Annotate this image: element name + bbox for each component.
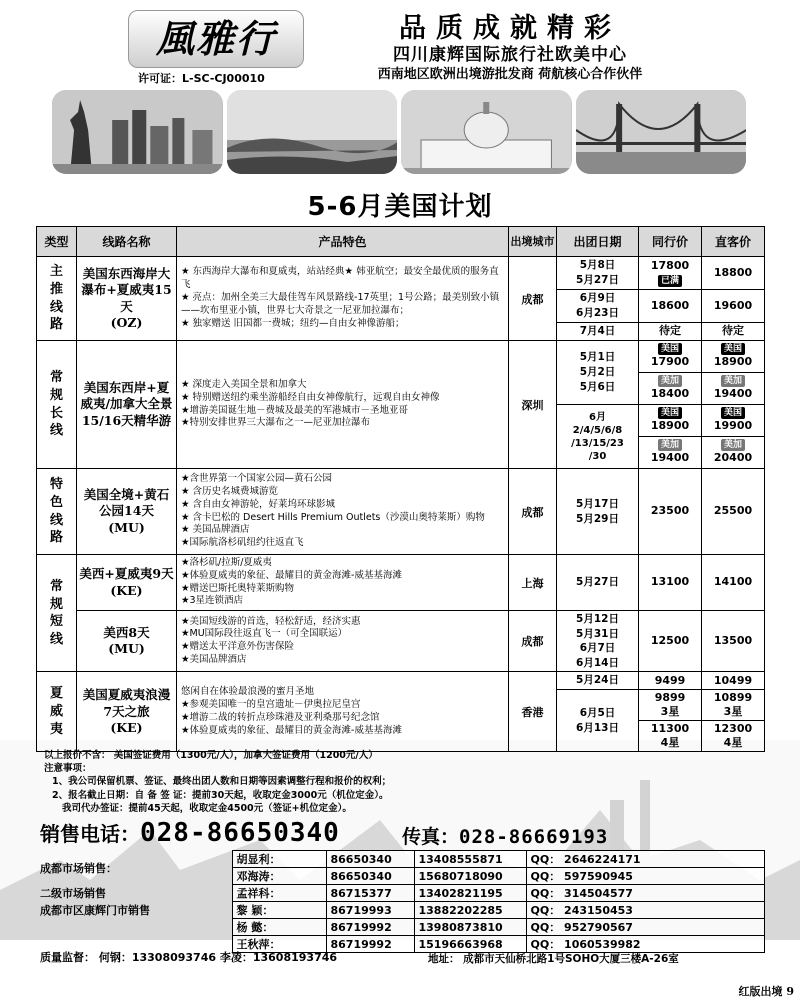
contact-mobile[interactable]: 13402821195 — [414, 885, 526, 902]
note-item: 我司代办签证：提前45天起，收取定金4500元（签证+机位定金）。 — [62, 802, 352, 814]
market-label: 成都市区康辉门市销售 — [40, 903, 150, 917]
departure-city-cell: 香港 — [509, 672, 557, 752]
table-row — [37, 672, 765, 752]
slogan: 品质成就精彩 — [399, 13, 621, 44]
col-type: 类型 — [37, 227, 77, 257]
route-name-cell: 美国东西岸+夏威夷/加拿大全景15/16天精华游 — [77, 341, 177, 469]
page-footer: 红版出境 9 — [738, 985, 794, 998]
contact-row — [36, 885, 764, 902]
features-cell: ★洛杉矶/拉斯/夏威夷 ★体验夏威夷的象征、最耀目的黄金海滩-威基基海滩 ★赠送巴斯托奥特莱斯购物 ★3星连锁酒店 — [177, 555, 509, 611]
statue-of-liberty-photo — [52, 90, 223, 174]
tagline: 西南地区欧洲出境游批发商 荷航核心合作伙伴 — [377, 67, 643, 82]
notes-heading: 注意事项： — [44, 763, 92, 775]
sales-phone-label: 销售电话： — [40, 822, 140, 846]
dates-cell: 5月24日 6月5日 6月13日 — [557, 672, 639, 752]
direct-price-cell: 18800 19600 待定 — [702, 257, 765, 341]
category-cell: 夏威夷 — [37, 672, 77, 752]
peer-price-cell: 23500 — [639, 469, 702, 555]
category-cell: 常规短线 — [37, 555, 77, 672]
departure-city-cell: 成都 — [509, 469, 557, 555]
company-name: 四川康辉国际旅行社欧美中心 — [393, 45, 627, 65]
contact-row — [36, 902, 764, 919]
photo-strip — [52, 90, 746, 174]
col-route-name: 线路名称 — [77, 227, 177, 257]
contact-mobile[interactable]: 13980873810 — [414, 919, 526, 936]
coastal-bay-photo — [227, 90, 398, 174]
features-cell: ★ 东西海岸大瀑布和夏威夷，站站经典★ 韩亚航空；最安全最优质的服务直飞 ★ 亮点：加州全美三大最佳驾车风景路线-17英里；1号公路；最美别致小镇——坎布里亚小镇，世界七大奇景之一尼亚加拉瀑布； ★ 独家赠送 旧国都一费城；纽约—自由女神像游船； — [177, 257, 509, 341]
features-cell: ★ 深度走入美国全景和加拿大 ★ 特别赠送纽约乘坐游船经自由女神像航行，远观自由女神像 ★增游美国诞生地－费城及最美的军港城市－圣地亚哥 ★特别安排世界三大瀑布之一—尼亚加拉瀑布 — [177, 341, 509, 469]
contact-name: 黎 颖： — [232, 902, 326, 919]
fax-number: 028-86669193 — [459, 826, 609, 848]
features-cell: 悠闲自在体验最浪漫的蜜月圣地 ★参观美国唯一的皇宫遗址－伊奥拉尼皇宫 ★增游二战的转折点珍珠港及亚利桑那号纪念馆 ★体验夏威夷的象征、最耀目的黄金海滩-威基基海滩 — [177, 672, 509, 752]
features-cell: ★美国短线游的首选，轻松舒适，经济实惠 ★MU国际段往返直飞一（可全国联运） ★赠送太平洋意外伤害保险 ★美国品牌酒店 — [177, 611, 509, 672]
contact-name: 邓海涛： — [232, 868, 326, 885]
sales-phone — [40, 818, 340, 848]
fax — [402, 822, 608, 849]
col-departure-city: 出境城市 — [509, 227, 557, 257]
col-direct-price: 直客价 — [702, 227, 765, 257]
contact-row — [36, 851, 764, 868]
features-cell: ★含世界第一个国家公园—黄石公园 ★ 含历史名城费城游览 ★ 含自由女神游轮，好莱坞环球影城 ★ 含卡巴松的 Desert Hills Premium Outlets（沙漠山奥特莱斯）购物 ★ 美国品牌酒店 ★国际航洛杉矶纽约往返直飞 — [177, 469, 509, 555]
col-peer-price: 同行价 — [639, 227, 702, 257]
contact-phone[interactable]: 86719992 — [326, 936, 414, 953]
category-cell: 特色线路 — [37, 469, 77, 555]
dates-cell: 5月27日 — [557, 555, 639, 611]
route-name-cell: 美国夏威夷浪漫7天之旅 (KE) — [77, 672, 177, 752]
contact-phone[interactable]: 86719992 — [326, 919, 414, 936]
table-row — [37, 469, 765, 555]
table-header-row — [37, 227, 765, 257]
category-cell: 主推线路 — [37, 257, 77, 341]
route-name-cell: 美国东西海岸大瀑布+夏威夷15天 (OZ) — [77, 257, 177, 341]
category-cell: 常规长线 — [37, 341, 77, 469]
direct-price-cell: 10499 10899 3星 12300 4星 — [702, 672, 765, 752]
contact-name: 孟祥科： — [232, 885, 326, 902]
departure-city-cell: 上海 — [509, 555, 557, 611]
plan-title: 5-6月美国计划 — [307, 192, 493, 222]
market-label: 成都市场销售： — [40, 861, 117, 875]
contact-name: 王秋萍： — [232, 936, 326, 953]
contact-mobile[interactable]: 15196663968 — [414, 936, 526, 953]
routes-table — [36, 226, 765, 752]
dates-cell: 5月17日 5月29日 — [557, 469, 639, 555]
route-name-cell: 美西+夏威夷9天 (KE) — [77, 555, 177, 611]
contact-qq: QQ： 952790567 — [526, 919, 764, 936]
table-row — [37, 611, 765, 672]
route-name-cell: 美国全境+黄石公园14天 (MU) — [77, 469, 177, 555]
direct-price-cell: 13500 — [702, 611, 765, 672]
dates-cell: 5月8日 5月27日 6月9日 6月23日 7月4日 — [557, 257, 639, 341]
contact-phone[interactable]: 86715377 — [326, 885, 414, 902]
peer-price-cell: 17800 已满 18600 待定 — [639, 257, 702, 341]
golden-gate-bridge-photo — [576, 90, 747, 174]
table-row — [37, 555, 765, 611]
dates-cell: 5月12日 5月31日 6月7日 6月14日 — [557, 611, 639, 672]
note-item: 1、我公司保留机票、签证、最终出团人数和日期等因素调整行程和报价的权利； — [52, 776, 392, 788]
license-number: 许可证：L-SC-CJ00010 — [138, 72, 265, 85]
contacts-table — [36, 850, 765, 953]
address: 地址： 成都市天仙桥北路1号SOHO大厦三楼A-26室 — [428, 953, 679, 965]
direct-price-cell: 14100 — [702, 555, 765, 611]
col-dates: 出团日期 — [557, 227, 639, 257]
header — [0, 0, 800, 88]
note-item: 2、报名截止日期：自 备 签 证：提前30天起，收取定金3000元（机位定金）。 — [52, 789, 389, 801]
contact-name: 胡显利： — [232, 851, 326, 868]
contact-qq: QQ： 1060539982 — [526, 936, 764, 953]
sales-phone-number[interactable]: 028-86650340 — [140, 818, 340, 848]
direct-price-cell: 美国 18900 美加 19400 美国 19900 美加 20400 — [702, 341, 765, 469]
contact-phone[interactable]: 86650340 — [326, 851, 414, 868]
fax-label: 传真： — [402, 826, 460, 848]
route-name-cell: 美西8天 (MU) — [77, 611, 177, 672]
peer-price-cell: 美国 17900 美加 18400 美国 18900 美加 19400 — [639, 341, 702, 469]
table-row — [37, 257, 765, 341]
contact-phone[interactable]: 86719993 — [326, 902, 414, 919]
table-row — [37, 341, 765, 469]
dates-cell: 5月1日 5月2日 5月6日 6月 2/4/5/6/8 /13/15/23 /30 — [557, 341, 639, 469]
contact-qq: QQ： 2646224171 — [526, 851, 764, 868]
peer-price-cell: 13100 — [639, 555, 702, 611]
contact-mobile[interactable]: 13882202285 — [414, 902, 526, 919]
notes-section — [44, 749, 764, 815]
contact-qq: QQ： 243150453 — [526, 902, 764, 919]
contact-qq: QQ： 314504577 — [526, 885, 764, 902]
departure-city-cell: 成都 — [509, 611, 557, 672]
company-logo: 風雅行 — [128, 10, 304, 68]
quality-supervision: 质量监督： 何钢：13308093746 李凌：13608193746 — [40, 951, 338, 964]
peer-price-cell: 12500 — [639, 611, 702, 672]
departure-city-cell: 成都 — [509, 257, 557, 341]
direct-price-cell: 25500 — [702, 469, 765, 555]
capitol-building-photo — [401, 90, 572, 174]
departure-city-cell: 深圳 — [509, 341, 557, 469]
price-exclusion-note: 以上报价不含： 美国签证费用（1300元/人），加拿大签证费用（1200元/人） — [44, 750, 378, 761]
peer-price-cell: 9499 9899 3星 11300 4星 — [639, 672, 702, 752]
contact-mobile[interactable]: 15680718090 — [414, 868, 526, 885]
col-features: 产品特色 — [177, 227, 509, 257]
contact-mobile[interactable]: 13408555871 — [414, 851, 526, 868]
contact-name: 杨 懿： — [232, 919, 326, 936]
market-label: 二级市场销售 — [40, 887, 106, 900]
contact-phone[interactable]: 86650340 — [326, 868, 414, 885]
contact-qq: QQ： 597590945 — [526, 868, 764, 885]
